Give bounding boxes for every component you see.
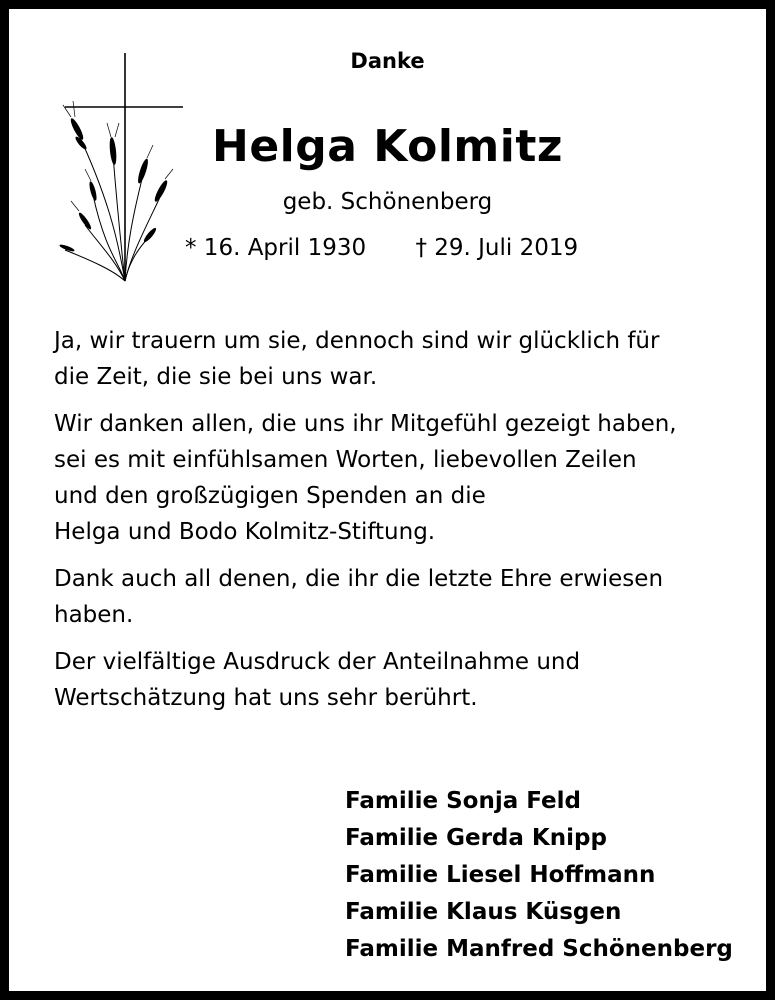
signature-line: Familie Klaus Küsgen: [345, 899, 622, 925]
text-line: Helga und Bodo Kolmitz-Stiftung.: [54, 519, 436, 545]
text-line: Dank auch all denen, die ihr die letzte Ehre erwiesen: [54, 566, 664, 592]
text-line: haben.: [54, 602, 134, 628]
signature-line: Familie Sonja Feld: [345, 788, 581, 814]
text-line: sei es mit einfühlsamen Worten, liebevollen Zeilen: [54, 447, 637, 473]
paragraph: [54, 406, 734, 550]
text-line: die Zeit, die sie bei uns war.: [54, 364, 378, 390]
signatures: [345, 783, 733, 968]
text-line: und den großzügigen Spenden an die: [54, 483, 486, 509]
deceased-name: Helga Kolmitz: [212, 121, 563, 172]
birth-date: * 16. April 1930: [185, 235, 367, 261]
signature-line: Familie Manfred Schönenberg: [345, 936, 733, 962]
life-dates: [185, 235, 578, 261]
message-body: [54, 323, 734, 727]
signature-line: Familie Liesel Hoffmann: [345, 862, 656, 888]
notice-heading: Danke: [350, 49, 425, 73]
paragraph: [54, 644, 734, 716]
death-date: † 29. Juli 2019: [415, 235, 579, 261]
signature-line: Familie Gerda Knipp: [345, 825, 607, 851]
text-line: Ja, wir trauern um sie, dennoch sind wir glücklich für: [54, 328, 660, 354]
text-line: Wir danken allen, die uns ihr Mitgefühl gezeigt haben,: [54, 411, 677, 437]
paragraph: [54, 561, 734, 633]
text-line: Wertschätzung hat uns sehr berührt.: [54, 685, 478, 711]
paragraph: [54, 323, 734, 395]
maiden-name: geb. Schönenberg: [282, 189, 493, 215]
text-line: Der vielfältige Ausdruck der Anteilnahme und: [54, 649, 581, 675]
